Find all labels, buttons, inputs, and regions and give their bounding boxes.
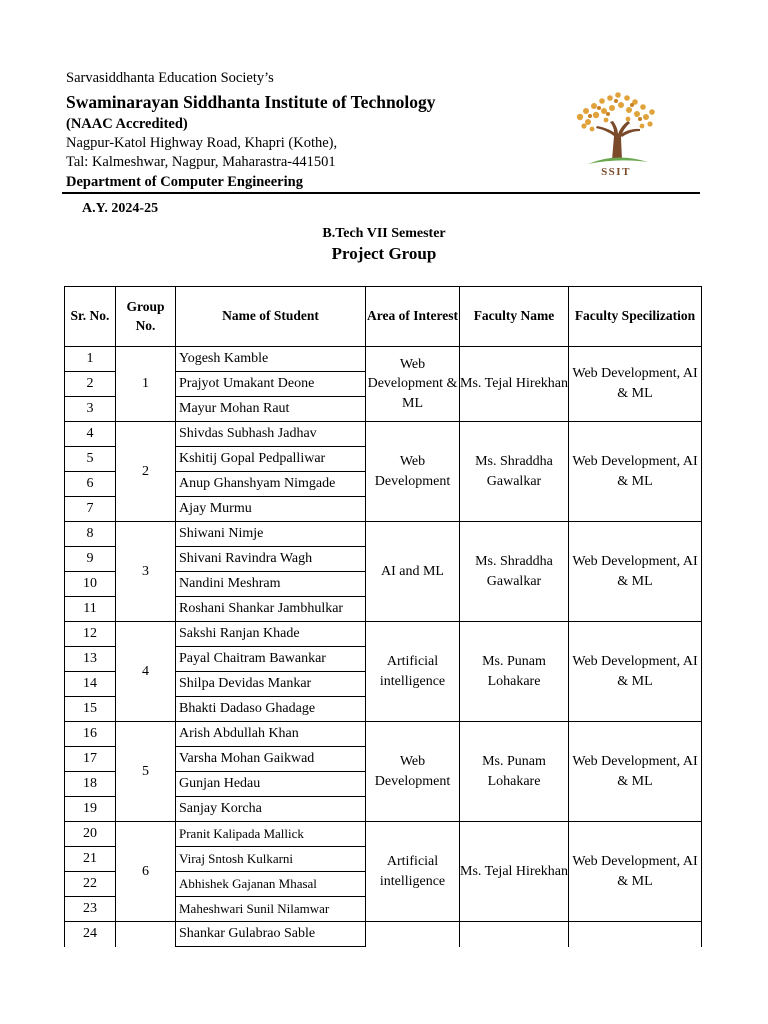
faculty-name-cell: Ms. Punam Lohakare xyxy=(460,622,569,722)
sr-no-cell: 23 xyxy=(65,897,116,922)
page-title: Project Group xyxy=(331,244,437,263)
student-name-cell: Shivani Ravindra Wagh xyxy=(176,547,366,572)
group-no-cell: 2 xyxy=(116,422,176,522)
student-name-cell: Sanjay Korcha xyxy=(176,797,366,822)
accreditation: (NAAC Accredited) xyxy=(66,116,188,132)
student-name-cell: Anup Ghanshyam Nimgade xyxy=(176,472,366,497)
faculty-name-cell: Ms. Shraddha Gawalkar xyxy=(460,422,569,522)
header-area-of-interest: Area of Interest xyxy=(366,287,460,347)
sr-no-cell: 13 xyxy=(65,647,116,672)
area-of-interest-cell: Artificial intelligence xyxy=(366,622,460,722)
area-of-interest-cell: Web Development xyxy=(366,722,460,822)
faculty-name-cell: Ms. Punam Lohakare xyxy=(460,722,569,822)
student-name-cell: Varsha Mohan Gaikwad xyxy=(176,747,366,772)
faculty-name-cell xyxy=(460,922,569,947)
header-sr-no: Sr. No. xyxy=(65,287,116,347)
faculty-specialization-cell: Web Development, AI & ML xyxy=(569,722,702,822)
sr-no-cell: 16 xyxy=(65,722,116,747)
student-name-cell: Gunjan Hedau xyxy=(176,772,366,797)
faculty-specialization-cell xyxy=(569,922,702,947)
table-row xyxy=(65,347,702,372)
area-of-interest-cell xyxy=(366,922,460,947)
area-of-interest-cell: Web Development xyxy=(366,422,460,522)
sr-no-cell: 2 xyxy=(65,372,116,397)
society-name: Sarvasiddhanta Education Society’s xyxy=(66,70,274,86)
student-name-cell: Roshani Shankar Jambhulkar xyxy=(176,597,366,622)
student-name-cell: Arish Abdullah Khan xyxy=(176,722,366,747)
sr-no-cell: 21 xyxy=(65,847,116,872)
area-of-interest-cell: Web Development & ML xyxy=(366,347,460,422)
project-group-table xyxy=(64,286,702,947)
table-row xyxy=(65,522,702,547)
student-name-cell: Pranit Kalipada Mallick xyxy=(176,822,366,847)
group-no-cell: 4 xyxy=(116,622,176,722)
department-name: Department of Computer Engineering xyxy=(66,174,303,190)
address-line-2: Tal: Kalmeshwar, Nagpur, Maharastra-441501 xyxy=(66,154,336,170)
header-divider xyxy=(62,192,700,194)
table-row xyxy=(65,922,702,947)
header-student-name: Name of Student xyxy=(176,287,366,347)
sr-no-cell: 11 xyxy=(65,597,116,622)
sr-no-cell: 17 xyxy=(65,747,116,772)
student-name-cell: Sakshi Ranjan Khade xyxy=(176,622,366,647)
sr-no-cell: 7 xyxy=(65,497,116,522)
address-line-1: Nagpur-Katol Highway Road, Khapri (Kothe), xyxy=(66,135,338,151)
sr-no-cell: 6 xyxy=(65,472,116,497)
student-name-cell: Payal Chaitram Bawankar xyxy=(176,647,366,672)
student-name-cell: Mayur Mohan Raut xyxy=(176,397,366,422)
sr-no-cell: 18 xyxy=(65,772,116,797)
sr-no-cell: 22 xyxy=(65,872,116,897)
sr-no-cell: 1 xyxy=(65,347,116,372)
sr-no-cell: 24 xyxy=(65,922,116,947)
ssit-logo xyxy=(566,84,666,178)
sr-no-cell: 8 xyxy=(65,522,116,547)
faculty-name-cell: Ms. Tejal Hirekhan xyxy=(460,822,569,922)
header-faculty-name: Faculty Name xyxy=(460,287,569,347)
student-name-cell: Ajay Murmu xyxy=(176,497,366,522)
student-name-cell: Shivdas Subhash Jadhav xyxy=(176,422,366,447)
student-name-cell: Shankar Gulabrao Sable xyxy=(176,922,366,947)
sr-no-cell: 3 xyxy=(65,397,116,422)
student-name-cell: Shiwani Nimje xyxy=(176,522,366,547)
faculty-specialization-cell: Web Development, AI & ML xyxy=(569,522,702,622)
sr-no-cell: 9 xyxy=(65,547,116,572)
faculty-specialization-cell: Web Development, AI & ML xyxy=(569,822,702,922)
sr-no-cell: 14 xyxy=(65,672,116,697)
student-name-cell: Yogesh Kamble xyxy=(176,347,366,372)
institute-name: Swaminarayan Siddhanta Institute of Technology xyxy=(66,92,436,112)
student-name-cell: Kshitij Gopal Pedpalliwar xyxy=(176,447,366,472)
table-row xyxy=(65,622,702,647)
student-name-cell: Abhishek Gajanan Mhasal xyxy=(176,872,366,897)
table-row xyxy=(65,422,702,447)
sr-no-cell: 19 xyxy=(65,797,116,822)
faculty-specialization-cell: Web Development, AI & ML xyxy=(569,622,702,722)
table-row xyxy=(65,722,702,747)
sr-no-cell: 12 xyxy=(65,622,116,647)
group-no-cell: 5 xyxy=(116,722,176,822)
student-name-cell: Shilpa Devidas Mankar xyxy=(176,672,366,697)
faculty-specialization-cell: Web Development, AI & ML xyxy=(569,347,702,422)
area-of-interest-cell: Artificial intelligence xyxy=(366,822,460,922)
sr-no-cell: 20 xyxy=(65,822,116,847)
semester-label: B.Tech VII Semester xyxy=(322,226,446,241)
student-name-cell: Bhakti Dadaso Ghadage xyxy=(176,697,366,722)
header-group-no: Group No. xyxy=(116,287,176,347)
student-name-cell: Prajyot Umakant Deone xyxy=(176,372,366,397)
student-name-cell: Viraj Sntosh Kulkarni xyxy=(176,847,366,872)
area-of-interest-cell: AI and ML xyxy=(366,522,460,622)
faculty-name-cell: Ms. Shraddha Gawalkar xyxy=(460,522,569,622)
group-no-cell: 1 xyxy=(116,347,176,422)
faculty-specialization-cell: Web Development, AI & ML xyxy=(569,422,702,522)
sr-no-cell: 15 xyxy=(65,697,116,722)
header-faculty-specialization: Faculty Specilization xyxy=(569,287,702,347)
table-row xyxy=(65,822,702,847)
logo-text: SSIT xyxy=(601,166,631,178)
sr-no-cell: 4 xyxy=(65,422,116,447)
student-name-cell: Maheshwari Sunil Nilamwar xyxy=(176,897,366,922)
group-no-cell xyxy=(116,922,176,947)
academic-year: A.Y. 2024-25 xyxy=(82,201,159,216)
faculty-name-cell: Ms. Tejal Hirekhan xyxy=(460,347,569,422)
group-no-cell: 6 xyxy=(116,822,176,922)
sr-no-cell: 5 xyxy=(65,447,116,472)
student-name-cell: Nandini Meshram xyxy=(176,572,366,597)
table-header-row xyxy=(65,287,702,347)
group-no-cell: 3 xyxy=(116,522,176,622)
sr-no-cell: 10 xyxy=(65,572,116,597)
